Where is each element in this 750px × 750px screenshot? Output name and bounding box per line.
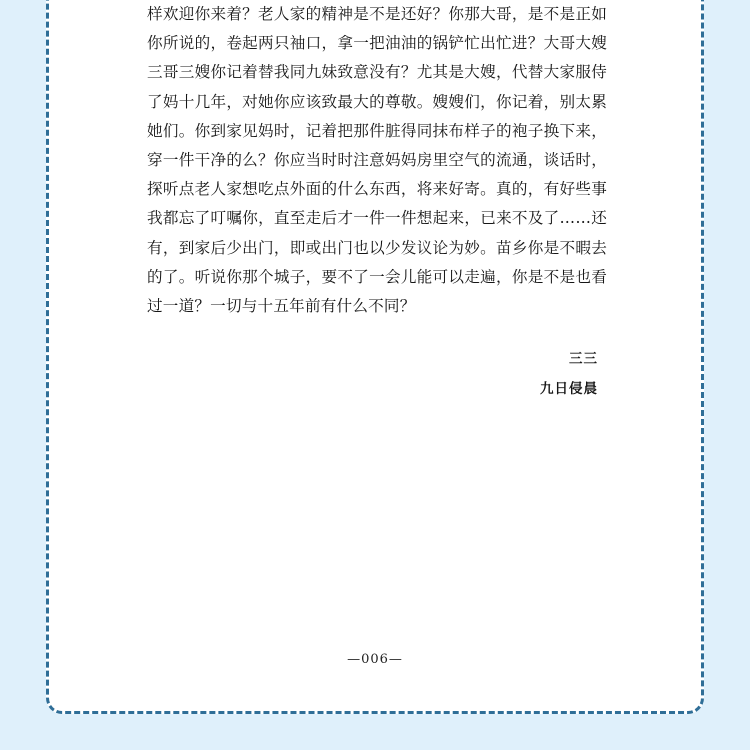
letter-line: 三哥三嫂你记着替我同九妹致意没有？尤其是大嫂，代替大家服侍 bbox=[147, 63, 607, 82]
letter-line: 有，到家后少出门，即或出门也以少发议论为妙。苗乡你是不暇去 bbox=[147, 238, 607, 257]
letter-line: 探听点老人家想吃点外面的什么东西，将来好寄。真的，有好些事 bbox=[147, 180, 607, 199]
letter-line: 样欢迎你来着？老人家的精神是不是还好？你那大哥，是不是正如 bbox=[147, 5, 607, 23]
letter-line: 的了。听说你那个城子，要不了一会儿能可以走遍，你是不是也看 bbox=[147, 267, 607, 286]
letter-line: 你所说的，卷起两只袖口，拿一把油油的锅铲忙出忙进？大哥大嫂 bbox=[147, 34, 607, 53]
letter-line: 过一道？一切与十五年前有什么不同？ bbox=[147, 296, 416, 315]
letter-line: 了妈十几年，对她你应该致最大的尊敬。嫂嫂们，你记着，别太累 bbox=[147, 92, 607, 111]
signature-date: 九日侵晨 bbox=[540, 381, 598, 397]
letter-line: 穿一件干净的么？你应当时时注意妈妈房里空气的流通，谈话时， bbox=[147, 150, 607, 169]
signature-name: 三三 bbox=[569, 351, 598, 367]
page-number: —006— bbox=[347, 652, 403, 667]
letter-line: 她们。你到家见妈时，记着把那件脏得同抹布样子的袍子换下来， bbox=[147, 121, 607, 140]
letter-body bbox=[147, 0, 607, 321]
letter-line: 我都忘了叮嘱你，直至走后才一件一件想起来，已来不及了……还 bbox=[147, 209, 607, 228]
